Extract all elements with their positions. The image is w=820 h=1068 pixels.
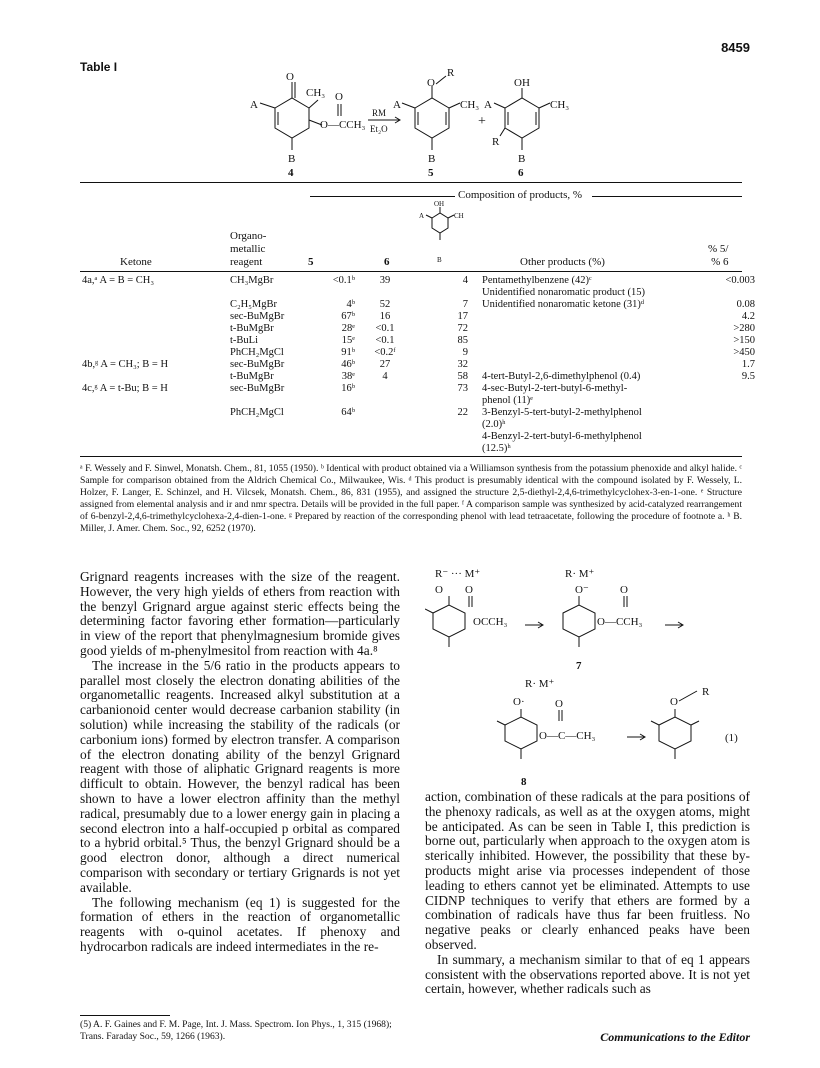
scheme-plus: + [478, 114, 486, 129]
mech-occh3-3: O—C—CH₃ [539, 730, 596, 742]
table-cell-other: 4-sec-Butyl-2-tert-butyl-6-methyl- [482, 383, 628, 394]
table-cell-ratio: >150 [733, 335, 755, 346]
scheme-o-5: O [427, 77, 435, 89]
table-cell-cb: 32 [457, 359, 468, 370]
scheme-a-5: A [393, 99, 401, 111]
body-right-p2: In summary, a mechanism similar to that of eq 1 appears consistent with the observations reported above. It is not yet certain, however, whether radicals such as [425, 951, 750, 997]
mech-o1: O [435, 584, 443, 596]
mech-o3: O [620, 584, 628, 596]
scheme-occh3-4: O—CCH₃ [320, 119, 366, 131]
header-ketone: Ketone [120, 256, 152, 268]
scheme-r-6: R [492, 136, 500, 148]
table-cell-c5: 64ᵇ [341, 407, 355, 418]
scheme-ch3-6: CH₃ [550, 99, 570, 111]
header-ratio: % 5/ % 6 [708, 243, 729, 268]
table-cell-c5: 4ᵇ [346, 299, 355, 310]
table-cell-cb: 72 [457, 323, 468, 334]
mech-ring-4 [651, 709, 699, 759]
mech-o2: O [465, 584, 473, 596]
scheme-ch3-4: CH₃ [306, 87, 326, 99]
mechanism-scheme [425, 565, 755, 790]
table-title: Table I [80, 60, 118, 74]
table-cell-reagent: sec-BuMgBr [230, 383, 285, 394]
table-cell-cb: 9 [462, 347, 468, 358]
table-cell-other: 4-tert-Butyl-2,6-dimethylphenol (0.4) [482, 371, 641, 382]
compound-label-5: 5 [428, 167, 434, 179]
table-cell-other: 4-Benzyl-2-tert-butyl-6-methylphenol [482, 431, 642, 442]
scheme-b-5: B [428, 153, 436, 165]
table-cell-reagent: t-BuMgBr [230, 323, 274, 334]
table-cell-other: Unidentified nonaromatic product (15) [482, 287, 645, 298]
table-cell-other: (2.0)ʰ [482, 419, 506, 430]
header-reagent: Organo- metallic reagent [230, 230, 267, 268]
mech-occh3-1: OCCH₃ [473, 616, 508, 628]
table-cell-other: (12.5)ʰ [482, 443, 511, 454]
scheme-b-4: B [288, 153, 296, 165]
table-cell-cb: 85 [457, 335, 468, 346]
body-left-p2: The increase in the 5/6 ratio in the products appears to parallel most closely the electron donating abilities of the organometallic reagents. Increased alkyl substitution at a carbanionoid center would decrease carbanion stability (in solution) while increasing the stability of the radicals (or carbonium ions) formed by electron transfer. A comparison of the electron donating ability of the benzyl Grignard reagent with those of aliphatic Grignard reagents is more difficult to obtain. However, the benzyl radical has been shown to have a lower electron affinity than the methyl radical, presumably due to a lower energy gain in placing a second electron into a half-occupied p orbital as compared to a hybrid orbital.⁵ Thus, the benzyl Grignard should be a good electron donor, although a direct numerical comparison with secondary or tertiary Grignards is not yet available. [80, 657, 400, 895]
table-cell-ratio: >280 [733, 323, 755, 334]
table-cell-cb: 17 [457, 311, 468, 322]
body-right-p1: action, combination of these radicals at the para positions of the phenoxy radicals, as well as at the oxygen atoms, might be anticipated. As can be seen in Table I, this prediction is borne out, particularly when approach to the oxygen atom is sterically inhibited. However, the possibility that these by-products might arise via processes independent of those leading to ethers cannot yet be eliminated. Attempts to use CIDNP techniques to verify that ethers are formed by a combination of radicals have thus far been fruitless. No negative peaks or clearly enhanced peaks have been observed. [425, 789, 750, 952]
hdr-a: A [419, 212, 425, 220]
table-cell-cb: 58 [457, 371, 468, 382]
table-cell-c6: <0.1 [375, 323, 395, 334]
header-col-5: 5 [308, 256, 314, 268]
mech-label-top-left: R⁻ ··· M⁺ [435, 568, 481, 580]
table-cell-c5: 28ᵉ [341, 323, 355, 334]
page-number: 8459 [721, 40, 750, 55]
mech-eq-number: (1) [725, 732, 738, 744]
table-cell-reagent: sec-BuMgBr [230, 359, 285, 370]
table-cell-ratio: >450 [733, 347, 755, 358]
table-cell-cb: 73 [457, 383, 468, 394]
table-cell-c5: 67ᵇ [341, 311, 355, 322]
composition-rule-right [592, 196, 742, 197]
header-other: Other products (%) [520, 256, 605, 268]
hdr-ch: CH [454, 212, 464, 220]
mech-o4: O [555, 698, 563, 710]
compound-label-6: 6 [518, 167, 524, 179]
table-cell-reagent: t-BuLi [230, 335, 258, 346]
table-cell-c6: <0.2ᶠ [374, 347, 396, 358]
table-cell-reagent: t-BuMgBr [230, 371, 274, 382]
table-cell-c6: <0.1 [375, 335, 395, 346]
header-bottom-rule [80, 271, 742, 272]
table-cell-cb: 7 [462, 299, 468, 310]
mech-label-top-right: R· M⁺ [565, 568, 595, 580]
compound-6-structure [494, 88, 550, 150]
table-cell-cb: 22 [457, 407, 468, 418]
mech-ring-3 [497, 709, 537, 759]
table-bottom-rule [80, 456, 742, 457]
refs-rule [80, 1015, 170, 1016]
compound-label-4: 4 [288, 167, 294, 179]
table-cell-ketone: 4c,ᵍ A = t-Bu; B = H [82, 383, 168, 394]
table-cell-other: Pentamethylbenzene (42)ᶜ [482, 275, 592, 286]
table-cell-ketone: 4a,ᵃ A = B = CH₃ [82, 275, 155, 286]
composition-rule-left [310, 196, 455, 197]
composition-header: Composition of products, % [458, 189, 583, 201]
table-cell-c5: 46ᵇ [341, 359, 355, 370]
table-cell-c6: 4 [382, 371, 388, 382]
table-cell-cb: 4 [462, 275, 468, 286]
table-cell-ratio: <0.003 [725, 275, 755, 286]
scheme-ch3-5: CH₃ [460, 99, 480, 111]
table-cell-other: phenol (11)ᵉ [482, 395, 533, 406]
table-cell-other: Unidentified nonaromatic ketone (31)ᵈ [482, 299, 645, 310]
table-top-rule [80, 182, 742, 183]
table-cell-reagent: C₂H₅MgBr [230, 299, 277, 310]
scheme-a-6: A [484, 99, 492, 111]
mech-o5: O [670, 696, 678, 708]
mech-occh3-2: O—CCH₃ [597, 616, 643, 628]
table-cell-c6: 16 [379, 311, 391, 322]
table-cell-c6: 27 [379, 359, 391, 370]
arrow-label-top: RM [372, 108, 387, 118]
table-cell-c5: 15ᵉ [341, 335, 355, 346]
table-cell-reagent: PhCH₂MgCl [230, 407, 284, 418]
hdr-oh: OH [434, 200, 445, 208]
header-col-6: 6 [384, 256, 390, 268]
table-cell-c5: 38ᵉ [341, 371, 355, 382]
scheme-b-6: B [518, 153, 526, 165]
table-cell-ratio: 4.2 [741, 311, 755, 322]
table-cell-other: 3-Benzyl-5-tert-butyl-2-methylphenol [482, 407, 642, 418]
mech-label-mid: R· M⁺ [525, 678, 555, 690]
body-right-column [425, 790, 750, 997]
table-footnotes: ᵃ F. Wessely and F. Sinwel, Monatsh. Chem., 81, 1055 (1950). ᵇ Identical with product obtained via a Williamson synthesis from the potassium phenoxide and alkyl halide. ᶜ Sample for comparison obtained from the Aldrich Chemical Co., Milwaukee, Wis. ᵈ This product is presumably identical with the compound isolated by F. Wessely, L. Holzer, F. Langer, E. Schinzel, and H. Vilcsek, Monatsh. Chem., 86, 831 (1955), and assigned the structure 2,5-diethyl-2,4,6-trimethylcyclohex-3-en-1-one. ᵉ Structure assigned from elemental analysis and ir and nmr spectra. Details will be provided in the full paper. ᶠ A comparison sample was synthesized by acid-catalyzed rearrangement of 6-benzyl-2,4,6-trimethylcyclohexa-2,4-dien-1-one. ᵍ Prepared by reaction of the corresponding phenol with lead tetraacetate, following the procedure of footnote a. ʰ B. Miller, J. Amer. Chem. Soc., 92, 6252 (1970). [80, 463, 742, 534]
references: (5) A. F. Gaines and F. M. Page, Int. J. Mass. Spectrom. Ion Phys., 1, 315 (1968); Trans. Faraday Soc., 59, 1266 (1963). [80, 1019, 392, 1042]
mech-r: R [702, 686, 710, 698]
table-cell-ratio: 0.08 [736, 299, 755, 310]
table-cell-reagent: CH₃MgBr [230, 275, 274, 286]
mech-compound-7: 7 [576, 660, 582, 672]
body-left-column [80, 570, 400, 955]
scheme-a-4: A [250, 99, 258, 111]
mech-odot: O· [513, 696, 525, 708]
body-left-p1: Grignard reagents increases with the size of the reagent. However, the very high yields of ethers from reaction with the benzyl Grignard argue against steric effects being the determining factor favoring ether formation—particularly in view of the report that phenylmagnesium bromide gives good yields of m-phenylmesitol from reaction with 4a.⁸ [80, 569, 400, 658]
table-cell-ratio: 1.7 [741, 359, 755, 370]
table-cell-reagent: PhCH₂MgCl [230, 347, 284, 358]
table-cell-c6: 52 [379, 299, 391, 310]
table-cell-c6: 39 [379, 275, 391, 286]
table-cell-reagent: sec-BuMgBr [230, 311, 285, 322]
scheme-oh-6: OH [514, 77, 530, 89]
table-cell-c5: 16ᵇ [341, 383, 355, 394]
mech-ring-1 [425, 596, 465, 647]
arrow-label-bottom: Et₂O [370, 124, 388, 134]
scheme-r-5: R [447, 67, 455, 79]
mech-compound-8: 8 [521, 776, 527, 788]
table-cell-ratio: 9.5 [741, 371, 755, 382]
scheme-o-ester: O [335, 91, 343, 103]
table-cell-c5: 91ᵇ [341, 347, 355, 358]
footer-signature: Communications to the Editor [600, 1030, 750, 1044]
scheme-o-4: O [286, 71, 294, 83]
mech-ominus: O⁻ [575, 584, 589, 596]
header-phenol-structure [426, 207, 454, 240]
body-left-p3: The following mechanism (eq 1) is suggested for the formation of ethers in the reaction of organometallic reagents with o-quinol acetates. If phenoxy and hydrocarbon radicals are indeed intermediates in the re- [80, 894, 400, 954]
mech-ring-2 [563, 596, 595, 647]
hdr-b: B [437, 256, 442, 264]
table-cell-c5: <0.1ᵇ [332, 275, 355, 286]
table-cell-ketone: 4b,ᵍ A = CH₃; B = H [82, 359, 169, 370]
